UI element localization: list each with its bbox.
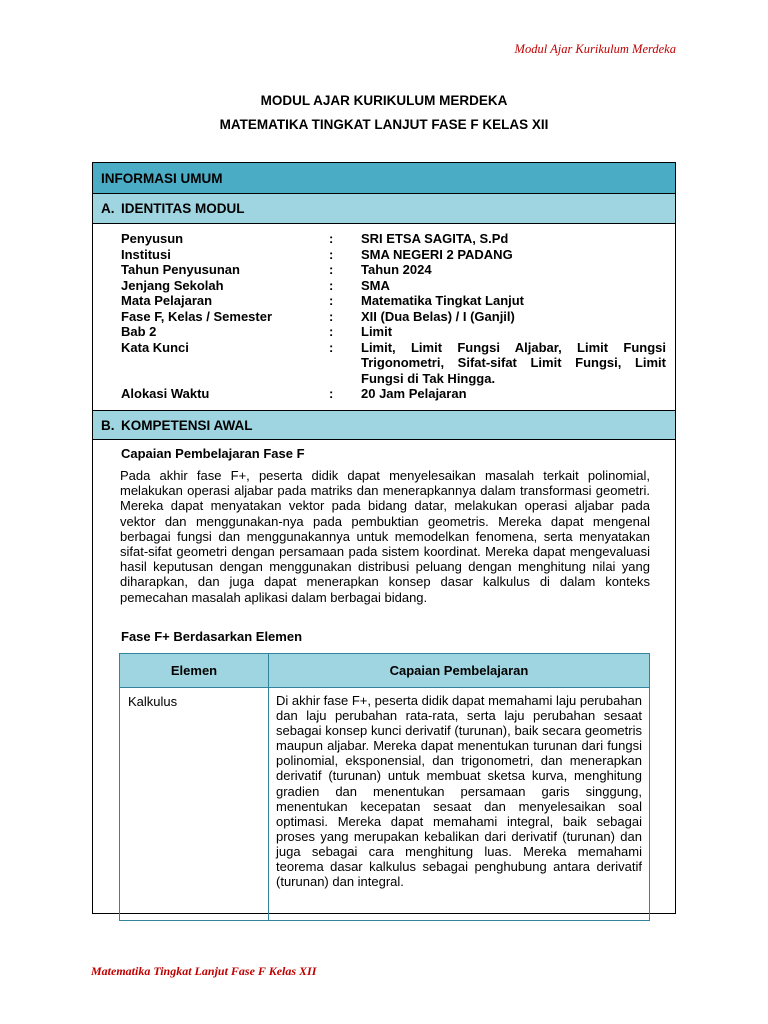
identity-key: Alokasi Waktu — [121, 386, 210, 401]
elemen-heading: Fase F+ Berdasarkan Elemen — [121, 629, 303, 644]
identity-value: Tahun 2024 — [361, 262, 432, 277]
document-subtitle: MATEMATIKA TINGKAT LANJUT FASE F KELAS XII — [219, 117, 549, 132]
identity-row — [121, 231, 669, 247]
section-a-number: A. — [101, 201, 115, 216]
identity-key: Penyusun — [121, 231, 184, 246]
identity-sep: : — [329, 324, 334, 339]
identity-row — [121, 293, 669, 309]
table-header-row — [120, 654, 650, 688]
section-a-bar — [93, 194, 675, 224]
identity-sep: : — [329, 308, 334, 324]
section-a-label: IDENTITAS MODUL — [121, 201, 245, 216]
identity-sep: : — [329, 339, 334, 355]
header-note: Modul Ajar Kurikulum Merdeka — [514, 42, 676, 56]
identity-row — [121, 386, 669, 402]
section-b-bar — [93, 410, 675, 440]
identity-value: Limit — [361, 324, 393, 339]
identity-row — [121, 324, 669, 340]
identity-key: Tahun Penyusunan — [121, 262, 240, 277]
identity-sep: : — [329, 246, 334, 262]
identity-value: XII (Dua Belas) / I (Ganjil) — [361, 308, 515, 324]
identity-row — [121, 262, 669, 278]
table-cell-capaian: Di akhir fase F+, peserta didik dapat memahami laju perubahan dan laju perubahan rata-rata, serta laju perubahan sesaat sebagai konsep kunci derivatif (turunan), baik secara geometris maupun aljabar. Mereka dapat menentukan turunan dari fungsi polinomial, eksponensial, dan trigonometri, dan menerapkan derivatif (turunan) untuk membuat sketsa kurva, menghitung gradien dan menentukan persamaan garis singgung, menentukan kecepatan sesaat dan menyelesaikan soal optimasi. Mereka dapat memahami integral, baik sebagai proses yang merupakan kebalikan dari derivatif (turunan) dan juga sebagai cara menghitung luas. Mereka memahami teorema dasar kalkulus sebagai penghubung antara derivatif (turunan) dan integral. — [269, 688, 650, 921]
info-umum-label: INFORMASI UMUM — [101, 170, 223, 186]
identity-key: Bab 2 — [121, 324, 157, 339]
identity-row — [121, 309, 669, 325]
identity-row — [121, 247, 669, 263]
identity-list — [121, 231, 669, 402]
document-title: MODUL AJAR KURIKULUM MERDEKA — [260, 93, 508, 108]
identity-key: Mata Pelajaran — [121, 293, 213, 308]
identity-value: 20 Jam Pelajaran — [361, 386, 467, 401]
identity-key: Jenjang Sekolah — [121, 277, 224, 293]
table-cell-elemen: Kalkulus — [120, 688, 269, 921]
identity-sep: : — [329, 386, 334, 401]
identity-sep: : — [329, 277, 334, 293]
identity-key: Fase F, Kelas / Semester — [121, 308, 273, 324]
footer-note: Matematika Tingkat Lanjut Fase F Kelas XII — [91, 964, 317, 978]
table-row — [120, 688, 650, 921]
identity-key: Institusi — [121, 246, 171, 262]
identity-sep: : — [329, 262, 334, 277]
identity-sep: : — [329, 293, 334, 308]
identity-row — [121, 278, 669, 294]
identity-value: SMA — [361, 277, 390, 293]
table-header-capaian: Capaian Pembelajaran — [269, 654, 650, 688]
identity-sep: : — [329, 231, 334, 246]
section-b-label: KOMPETENSI AWAL — [121, 417, 253, 433]
identity-value: SRI ETSA SAGITA, S.Pd — [361, 231, 509, 246]
table-header-elemen: Elemen — [120, 654, 269, 688]
module-frame — [92, 162, 676, 914]
info-umum-bar — [93, 163, 675, 194]
identity-key: Kata Kunci — [121, 339, 189, 355]
section-b-number: B. — [101, 417, 115, 433]
capaian-paragraph: Pada akhir fase F+, peserta didik dapat menyelesaikan masalah terkait polinomial, melakukan operasi aljabar pada matriks dan menerapkannya dalam transformasi geometri. Mereka dapat menyatakan vektor pada bidang datar, melakukan operasi aljabar pada vektor dan menggunakan-nya pada pembuktian geometris. Mereka dapat mengenal berbagai fungsi dan menggunakannya untuk memodelkan fenomena, serta menyatakan sifat-sifat geometri dengan persamaan pada sistem koordinat. Mereka dapat mengevaluasi hasil keputusan dengan menggunakan distribusi peluang dengan menghitung nilai yang diharapkan, dan juga dapat menerapkan konsep dasar kalkulus di dalam konteks pemecahan masalah aplikasi dalam berbagai bidang. — [120, 468, 650, 605]
identity-value: Matematika Tingkat Lanjut — [361, 293, 525, 308]
elemen-table — [119, 653, 650, 921]
identity-value: SMA NEGERI 2 PADANG — [361, 246, 513, 262]
identity-row — [121, 340, 669, 387]
identity-value: Limit, Limit Fungsi Aljabar, Limit Fungsi Trigonometri, Sifat-sifat Limit Fungsi, Limit Fungsi di Tak Hingga. — [361, 339, 666, 386]
capaian-heading: Capaian Pembelajaran Fase F — [121, 446, 305, 461]
